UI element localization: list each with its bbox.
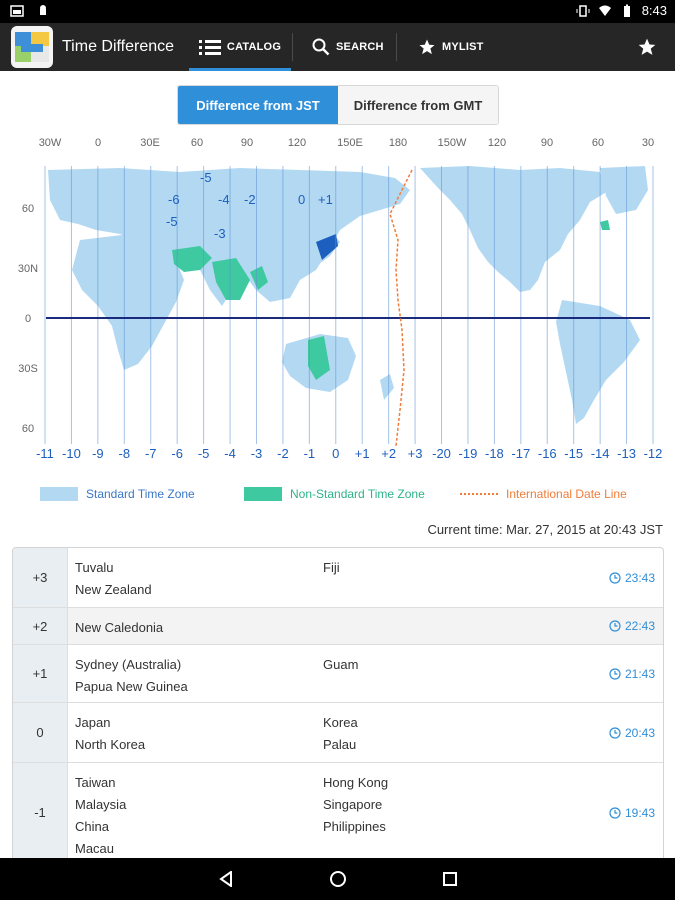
non-standard-swatch	[244, 487, 282, 501]
favorite-star-icon[interactable]	[637, 37, 657, 57]
toggle-gmt[interactable]: Difference from GMT	[338, 86, 498, 124]
country-column	[323, 772, 388, 838]
zone-offset-label: -3	[250, 446, 263, 461]
zone-offset-label: 0	[332, 446, 340, 461]
country-column	[75, 654, 188, 698]
world-map	[0, 130, 675, 470]
local-time-value: 19:43	[624, 805, 655, 820]
tab-mylist-label: MYLIST	[442, 41, 484, 53]
longitude-label: 60	[190, 137, 204, 149]
longitude-label: 30	[641, 137, 655, 149]
country-name: New Caledonia	[75, 620, 164, 635]
clock-icon	[609, 727, 621, 739]
legend-standard	[40, 484, 195, 504]
latitude-label: 60	[21, 423, 35, 435]
tab-catalog-label: CATALOG	[226, 41, 282, 53]
standard-swatch	[40, 487, 78, 501]
date-line	[390, 170, 412, 446]
country-column	[323, 712, 358, 756]
zone-offset-label: -16	[537, 446, 557, 461]
star-icon	[418, 38, 436, 56]
zone-offset-label: -10	[62, 446, 81, 461]
longitude-label: 90	[240, 137, 254, 149]
country-name: Malaysia	[75, 797, 127, 812]
country-name: North Korea	[75, 737, 146, 752]
tab-search[interactable]	[312, 23, 384, 71]
vibrate-icon	[576, 4, 590, 18]
latitude-label: 30N	[17, 263, 39, 275]
latitude-label: 60	[21, 203, 35, 215]
zone-label: +1	[318, 192, 333, 207]
country-column	[75, 617, 163, 639]
offset-row[interactable]	[13, 703, 663, 763]
tab-mylist[interactable]	[418, 23, 484, 71]
offset-cell: 0	[13, 703, 68, 762]
zone-offset-label: -20	[432, 446, 451, 461]
toggle-jst[interactable]: Difference from JST	[178, 86, 338, 124]
zone-offset-label: +1	[354, 446, 370, 461]
search-icon	[312, 38, 330, 56]
local-time-value: 20:43	[624, 725, 655, 740]
longitude-label: 30E	[140, 137, 160, 149]
tab-search-label: SEARCH	[336, 41, 384, 53]
country-name: Taiwan	[75, 775, 116, 790]
longitude-label: 150W	[437, 137, 467, 149]
legend-non-standard	[244, 484, 425, 504]
local-time	[609, 548, 655, 607]
zone-label: -4	[218, 192, 230, 207]
offset-cell: -1	[13, 763, 68, 858]
time-zone-map	[0, 130, 675, 470]
zone-offset-label: -17	[511, 446, 531, 461]
local-time	[609, 703, 655, 762]
clock-icon	[609, 807, 621, 819]
clock-icon	[609, 572, 621, 584]
local-time	[609, 645, 655, 702]
country-column	[75, 772, 126, 858]
offset-row[interactable]	[13, 763, 663, 858]
local-time	[609, 608, 655, 644]
status-bar	[0, 0, 675, 23]
offset-cell: +2	[13, 608, 68, 644]
country-name: Palau	[323, 737, 357, 752]
local-time-value: 22:43	[624, 619, 655, 633]
offset-cell: +3	[13, 548, 68, 607]
country-name: Macau	[75, 841, 115, 856]
country-name: Hong Kong	[323, 775, 389, 790]
longitude-label: 180	[388, 137, 408, 149]
legend-date-line-label: International Date Line	[506, 487, 627, 501]
android-debug-icon	[36, 4, 50, 18]
zone-offset-label: -12	[643, 446, 663, 461]
longitude-label: 150E	[337, 137, 363, 149]
legend-non-standard-label: Non-Standard Time Zone	[290, 487, 425, 501]
zone-offset-label: -19	[458, 446, 478, 461]
country-name: Papua New Guinea	[75, 679, 188, 694]
longitude-label: 30W	[38, 137, 62, 149]
offset-table	[12, 547, 664, 858]
zone-offset-label: +2	[381, 446, 397, 461]
longitude-label: 120	[487, 137, 507, 149]
country-name: Fiji	[323, 560, 340, 575]
country-column	[75, 712, 145, 756]
offset-row[interactable]	[13, 645, 663, 703]
reference-toggle	[177, 85, 499, 125]
system-nav-bar	[0, 858, 675, 900]
battery-icon	[620, 4, 634, 18]
longitude-label: 0	[94, 137, 102, 149]
list-icon	[199, 39, 221, 55]
offset-cell: +1	[13, 645, 68, 702]
country-name: Sydney (Australia)	[75, 657, 182, 672]
zone-label: -5	[166, 214, 178, 229]
divider	[292, 33, 293, 61]
country-name: Guam	[323, 657, 359, 672]
latitude-label: 0	[24, 313, 32, 325]
country-name: New Zealand	[75, 582, 152, 597]
zone-label: -3	[214, 226, 226, 241]
home-icon[interactable]	[329, 870, 347, 888]
zone-label: -5	[200, 170, 212, 185]
zone-offset-label: -14	[590, 446, 610, 461]
zone-offset-label: -13	[617, 446, 636, 461]
offset-row[interactable]	[13, 548, 663, 608]
local-time-value: 21:43	[624, 666, 655, 681]
zone-offset-label: -15	[564, 446, 584, 461]
recents-icon[interactable]	[442, 871, 458, 887]
legend-standard-label: Standard Time Zone	[86, 487, 195, 501]
current-time: Current time: Mar. 27, 2015 at 20:43 JST	[427, 522, 663, 537]
clock-icon	[609, 668, 621, 680]
country-column	[323, 557, 340, 579]
country-name: Japan	[75, 715, 111, 730]
app-bar	[0, 23, 675, 71]
notification-image-icon	[10, 4, 24, 18]
tab-catalog[interactable]	[189, 23, 291, 71]
local-time-value: 23:43	[624, 570, 655, 585]
longitude-label: 120	[287, 137, 307, 149]
local-time	[609, 763, 655, 858]
zone-offset-label: -8	[118, 446, 131, 461]
country-name: Singapore	[323, 797, 383, 812]
divider	[396, 33, 397, 61]
zone-offset-label: -7	[144, 446, 157, 461]
latitude-label: 30S	[18, 363, 38, 375]
zone-offset-label: -5	[197, 446, 210, 461]
zone-offset-label: -1	[303, 446, 316, 461]
app-logo	[11, 26, 53, 68]
zone-label: -6	[168, 192, 180, 207]
country-name: Philippines	[323, 819, 386, 834]
longitude-label: 90	[540, 137, 554, 149]
country-name: Tuvalu	[75, 560, 114, 575]
wifi-icon	[598, 4, 612, 18]
legend-date-line	[460, 484, 627, 504]
zone-offset-label: -11	[36, 446, 54, 461]
zone-label: 0	[298, 192, 306, 207]
country-column	[323, 654, 358, 676]
app-title: Time Difference	[62, 38, 175, 55]
zone-offset-label: -4	[224, 446, 236, 461]
zone-offset-label: -9	[92, 446, 104, 461]
longitude-label: 60	[591, 137, 605, 149]
zone-offset-label: -18	[484, 446, 504, 461]
country-name: China	[75, 819, 109, 834]
date-line-swatch	[460, 493, 498, 495]
status-time: 8:43	[641, 3, 667, 18]
zone-offset-label: -6	[171, 446, 183, 461]
zone-offset-label: -2	[277, 446, 289, 461]
clock-icon	[609, 620, 621, 632]
zone-label: -2	[244, 192, 256, 207]
offset-row[interactable]	[13, 608, 663, 645]
zone-offset-label: +3	[407, 446, 423, 461]
back-icon[interactable]	[218, 871, 234, 887]
country-name: Korea	[323, 715, 358, 730]
country-column	[75, 557, 152, 601]
